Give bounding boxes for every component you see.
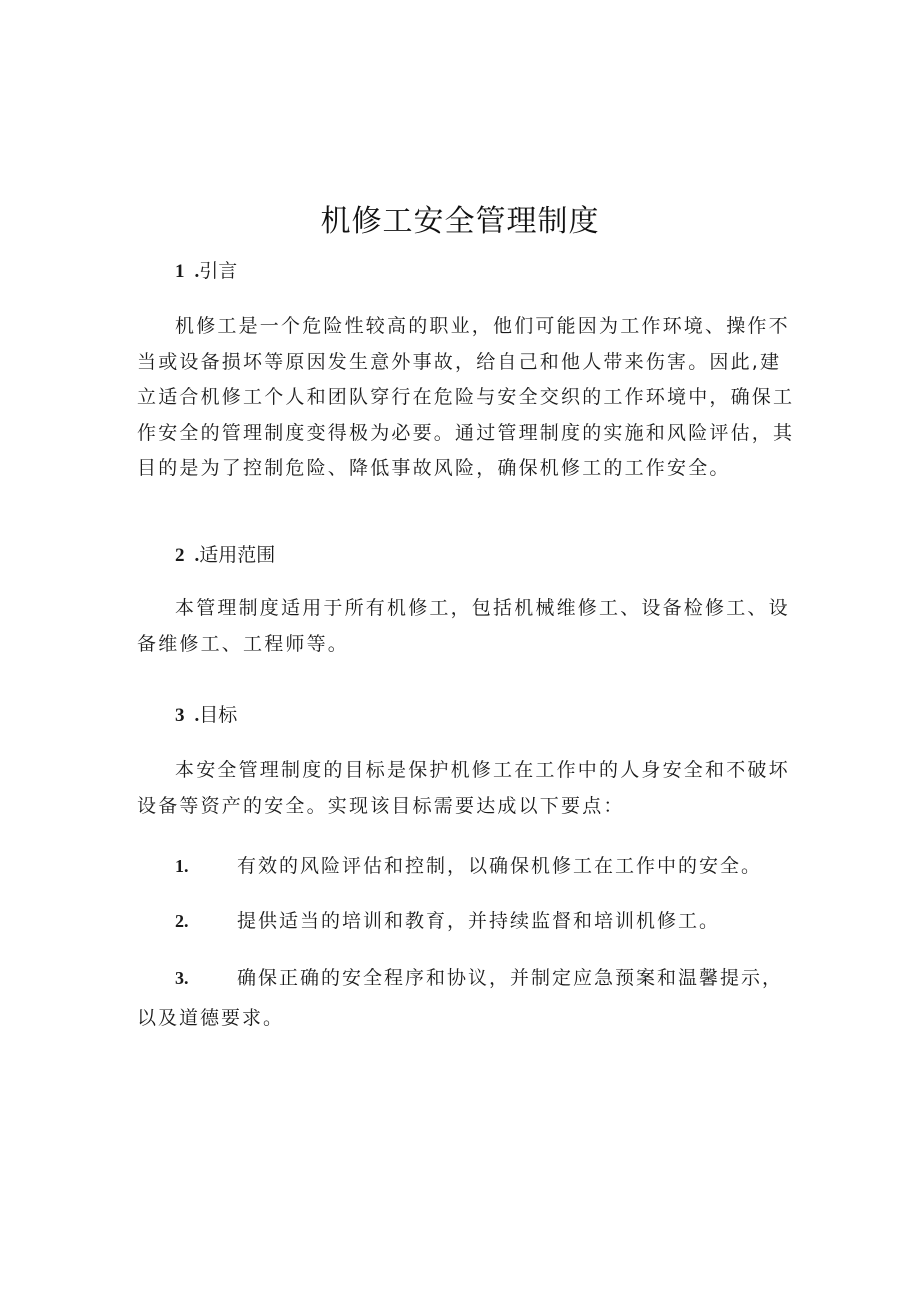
section-body-goal: 本安全管理制度的目标是保护机修工在工作中的人身安全和不破坏设备等资产的安全。实现该目标需要达成以下要点： [137,759,790,817]
list-item-text: 确保正确的安全程序和协议，并制定应急预案和温馨提示，以及道德要求。 [137,967,784,1029]
list-item [137,952,797,1038]
list-item [137,896,797,946]
section-heading-intro [175,256,237,283]
list-item-number: 2. [175,911,189,931]
section-number: 3 [175,705,185,726]
list-item-text: 提供适当的培训和教育，并持续监督和培训机修工。 [237,910,721,932]
list-item-text: 有效的风险评估和控制，以确保机修工在工作中的安全。 [237,855,763,877]
section-heading-scope [175,540,275,567]
section-separator: . [194,261,200,282]
list-item-number: 3. [175,968,189,988]
section-number: 1 [175,261,185,282]
section-number: 2 [175,545,185,566]
list-item-number: 1. [175,856,189,876]
section-heading-goal [175,700,237,727]
section-body-scope: 本管理制度适用于所有机修工，包括机械维修工、设备检修工、设备维修工、工程师等。 [137,597,790,655]
section-heading-text: 目标 [199,704,238,726]
section-separator: . [194,545,200,566]
section-heading-text: 适用范围 [199,544,276,566]
section-heading-text: 引言 [199,260,238,282]
section-body-intro: 机修工是一个危险性较高的职业，他们可能因为工作环境、操作不当或设备损坏等原因发生意外事故，给自己和他人带来伤害。因此,建立适合机修工个人和团队穿行在危险与安全交织的工作环境中，确保工作安全的管理制度变得极为必要。通过管理制度的实施和风险评估，其目的是为了控制危险、降低事故风险，确保机修工的工作安全。 [137,315,795,479]
document-title: 机修工安全管理制度 [320,204,600,239]
section-separator: . [194,705,200,726]
list-item [137,841,797,891]
